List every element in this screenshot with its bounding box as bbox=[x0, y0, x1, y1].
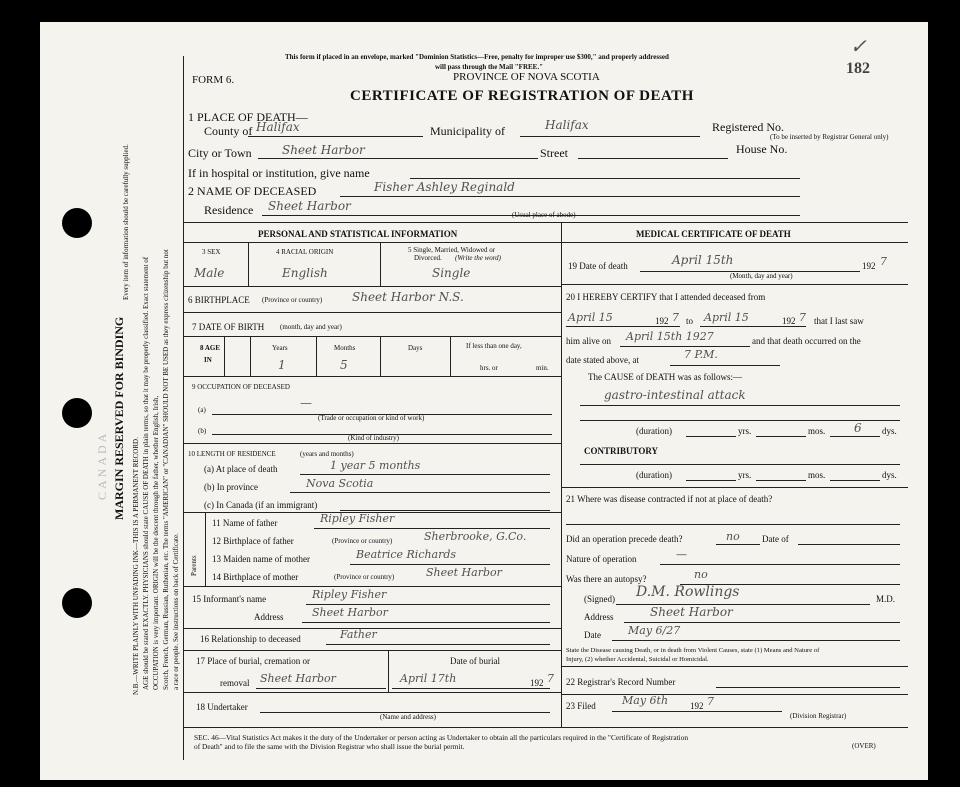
margin-instructions-2: AGE should be stated EXACTLY. PHYSICIANS should state CAUSE OF DEATH in plain terms, so that it may be properly classified. Exact statement of bbox=[142, 256, 150, 690]
physician-date-label: Date bbox=[584, 630, 601, 640]
binding-hole-bottom bbox=[62, 588, 92, 618]
father-birthplace-value: Sherbrooke, G.Co. bbox=[424, 530, 527, 543]
date-of-death-year-end: 7 bbox=[880, 255, 887, 268]
marital-status-label-2: Divorced. bbox=[414, 254, 442, 262]
md-label: M.D. bbox=[876, 594, 896, 604]
violent-causes-note-1: State the Disease causing Death, or in death from Violent Causes, state (1) Means and Nature of bbox=[566, 647, 820, 654]
birthplace-label: 6 BIRTHPLACE bbox=[188, 295, 250, 305]
city-town-label: City or Town bbox=[188, 146, 252, 160]
age-in-label: IN bbox=[204, 356, 212, 364]
parents-side-label: Parents bbox=[190, 555, 198, 576]
undertaker-label: 18 Undertaker bbox=[196, 702, 248, 712]
binding-hole-middle bbox=[62, 398, 92, 428]
marital-status-label-3: (Write the word) bbox=[455, 254, 502, 262]
residence-b-value: Nova Scotia bbox=[306, 477, 374, 490]
time-of-death-value: 7 P.M. bbox=[684, 348, 718, 361]
date-of-death-year: 192 bbox=[862, 261, 876, 271]
margin-instructions-3: OCCUPATION is very important. ORIGIN will be the descent through the father, whether English, Irish, bbox=[152, 395, 160, 690]
margin-permanent-text: N.B.—WRITE PLAINLY WITH UNFADING INK—THIS IS A PERMANENT RECORD. bbox=[132, 437, 140, 695]
informant-label: 15 Informant's name bbox=[192, 594, 267, 604]
occupation-label: 9 OCCUPATION OF DECEASED bbox=[192, 383, 290, 391]
mailing-notice: This form if placed in an envelope, marked "Dominion Statistics—Free, penalty for improper use $300," and properly addressed bbox=[285, 53, 669, 61]
street-label: Street bbox=[540, 146, 568, 160]
father-birthplace-label: 12 Birthplace of father bbox=[212, 536, 294, 546]
registrar-record-label: 22 Registrar's Record Number bbox=[566, 677, 676, 687]
burial-place-value: Sheet Harbor bbox=[260, 672, 336, 685]
city-town-value: Sheet Harbor bbox=[282, 143, 365, 157]
physician-date-value: May 6/27 bbox=[628, 624, 681, 637]
duration-years-label: yrs. bbox=[738, 426, 752, 436]
margin-instructions-4: Scotch, French, German, Russian, Ruthenian, etc. The terms "AMERICAN" or "CANADIAN" SHOULD NOT BE USED as they express citizenship but not bbox=[162, 249, 170, 690]
burial-year: 192 bbox=[530, 678, 544, 688]
county-label: County of bbox=[204, 124, 253, 138]
sex-value: Male bbox=[194, 266, 225, 280]
duration-days-label-2: dys. bbox=[882, 470, 897, 480]
racial-origin-value: English bbox=[282, 266, 328, 280]
years-label: Years bbox=[272, 344, 288, 352]
mother-name-label: 13 Maiden name of mother bbox=[212, 554, 310, 564]
marital-status-value: Single bbox=[432, 266, 471, 280]
operation-label: Did an operation precede death? bbox=[566, 534, 683, 544]
attended-from-value: April 15 bbox=[568, 311, 613, 324]
father-birthplace-note: (Province or country) bbox=[332, 537, 393, 545]
occupation-a-note: (Trade or occupation or kind of work) bbox=[318, 414, 425, 422]
days-label: Days bbox=[408, 344, 423, 352]
margin-reserved-text: MARGIN RESERVED FOR BINDING bbox=[112, 316, 126, 520]
age-months-value: 5 bbox=[340, 358, 348, 372]
date-of-death-note: (Month, day and year) bbox=[730, 272, 793, 280]
age-label: 8 AGE bbox=[200, 344, 221, 352]
marital-status-label-1: 5 Single, Married, Widowed or bbox=[408, 246, 496, 254]
signed-label: (Signed) bbox=[584, 594, 615, 604]
name-of-deceased-value: Fisher Ashley Reginald bbox=[374, 180, 515, 194]
attended-to-year-end: 7 bbox=[799, 311, 806, 324]
father-name-value: Ripley Fisher bbox=[320, 512, 395, 525]
filed-date-value: May 6th bbox=[622, 694, 669, 707]
duration-label-2: (duration) bbox=[636, 470, 672, 480]
informant-address-value: Sheet Harbor bbox=[312, 606, 388, 619]
birthplace-value: Sheet Harbor N.S. bbox=[352, 290, 464, 304]
mother-birthplace-label: 14 Birthplace of mother bbox=[212, 572, 299, 582]
attended-to-value: April 15 bbox=[704, 311, 749, 324]
county-value: Halifax bbox=[256, 120, 300, 134]
date-of-birth-note: (month, day and year) bbox=[280, 323, 342, 331]
margin-stamp: CANADA bbox=[95, 430, 109, 500]
hospital-label: If in hospital or institution, give name bbox=[188, 166, 370, 180]
last-saw-label: that I last saw bbox=[814, 316, 864, 326]
registered-number-note: (To be inserted by Registrar General only) bbox=[770, 133, 889, 141]
violent-causes-note-2: Injury, (2) whether Accidental, Suicidal or Homicidal. bbox=[566, 656, 709, 663]
informant-value: Ripley Fisher bbox=[312, 588, 387, 601]
age-years-value: 1 bbox=[278, 358, 286, 372]
residence-label: Residence bbox=[204, 203, 254, 217]
operation-date-label: Date of bbox=[762, 534, 789, 544]
operation-value: no bbox=[726, 530, 740, 543]
municipality-label: Municipality of bbox=[430, 124, 505, 138]
physician-address-value: Sheet Harbor bbox=[650, 605, 733, 619]
occupation-a-value: — bbox=[300, 396, 312, 410]
physician-address-label: Address bbox=[584, 612, 614, 622]
mailing-notice-2: will pass through the Mail "FREE." bbox=[435, 63, 543, 71]
burial-year-end: 7 bbox=[547, 672, 554, 685]
length-of-residence-note: (years and months) bbox=[300, 450, 354, 458]
birthplace-note: (Province or country) bbox=[262, 296, 323, 304]
residence-a-value: 1 year 5 months bbox=[330, 459, 421, 472]
division-registrar-note: (Division Registrar) bbox=[790, 712, 847, 720]
attended-from-year: 192 bbox=[655, 316, 669, 326]
relationship-label: 16 Relationship to deceased bbox=[200, 634, 301, 644]
nature-of-operation-value: — bbox=[676, 548, 687, 561]
racial-origin-label: 4 RACIAL ORIGIN bbox=[276, 248, 334, 256]
name-of-deceased-label: 2 NAME OF DECEASED bbox=[188, 184, 317, 198]
duration-months-label: mos. bbox=[808, 426, 826, 436]
duration-label: (duration) bbox=[636, 426, 672, 436]
burial-label-2: removal bbox=[220, 678, 250, 688]
residence-a-label: (a) At place of death bbox=[204, 464, 278, 474]
months-label: Months bbox=[334, 344, 356, 352]
cause-of-death-value: gastro-intestinal attack bbox=[604, 388, 746, 402]
attended-from-year-end: 7 bbox=[672, 311, 679, 324]
medical-certificate-heading: MEDICAL CERTIFICATE OF DEATH bbox=[636, 229, 791, 239]
him-alive-label: him alive on bbox=[566, 336, 611, 346]
duration-days-value: 6 bbox=[854, 421, 862, 435]
undertaker-note: (Name and address) bbox=[380, 713, 436, 721]
alive-date-value: April 15th 1927 bbox=[626, 330, 714, 343]
contributory-label: CONTRIBUTORY bbox=[584, 446, 659, 456]
to-label: to bbox=[686, 316, 694, 326]
date-of-death-label: 19 Date of death bbox=[568, 261, 628, 271]
personal-info-heading: PERSONAL AND STATISTICAL INFORMATION bbox=[258, 229, 458, 239]
section-46-note-1: SEC. 46—Vital Statistics Act makes it the duty of the Undertaker or person acting as Undertaker to obtain all the particulars required in the "Certificate of Registration bbox=[194, 733, 689, 742]
physician-signature: D.M. Rowlings bbox=[636, 584, 740, 600]
registered-number-label: Registered No. bbox=[712, 120, 784, 134]
relationship-value: Father bbox=[340, 628, 377, 641]
nature-of-operation-label: Nature of operation bbox=[566, 554, 637, 564]
section-46-note-2: of Death" and to file the same with the Division Registrar who shall issue the burial permit. bbox=[194, 742, 465, 751]
disease-contracted-label: 21 Where was disease contracted if not at place of death? bbox=[566, 494, 773, 504]
place-of-death-heading: 1 PLACE OF DEATH— bbox=[188, 110, 308, 124]
certify-statement: 20 I HEREBY CERTIFY that I attended deceased from bbox=[566, 292, 766, 302]
filed-year: 192 bbox=[690, 701, 704, 711]
page-number: 182 bbox=[846, 60, 870, 77]
over-label: (OVER) bbox=[852, 742, 876, 750]
death-occurred-label: and that death occurred on the bbox=[752, 336, 861, 346]
length-of-residence-label: 10 LENGTH OF RESIDENCE bbox=[188, 450, 276, 458]
father-name-label: 11 Name of father bbox=[212, 518, 278, 528]
attended-to-year: 192 bbox=[782, 316, 796, 326]
minutes-label: min. bbox=[536, 364, 549, 372]
burial-date-value: April 17th bbox=[400, 672, 457, 685]
date-of-birth-label: 7 DATE OF BIRTH bbox=[192, 322, 265, 332]
informant-address-label: Address bbox=[254, 612, 284, 622]
filed-year-end: 7 bbox=[707, 695, 714, 708]
residence-c-label: (c) In Canada (if an immigrant) bbox=[204, 500, 318, 510]
margin-instructions-5: a race or people. See instructions on back of Certificate. bbox=[172, 533, 180, 690]
duration-months-label-2: mos. bbox=[808, 470, 826, 480]
province-name: PROVINCE OF NOVA SCOTIA bbox=[453, 71, 600, 83]
date-of-death-value: April 15th bbox=[672, 253, 734, 267]
burial-date-label: Date of burial bbox=[450, 656, 500, 666]
residence-note: (Usual place of abode) bbox=[512, 211, 576, 219]
residence-value: Sheet Harbor bbox=[268, 199, 351, 213]
residence-b-label: (b) In province bbox=[204, 482, 258, 492]
autopsy-value: no bbox=[694, 568, 708, 581]
occupation-b-note: (Kind of industry) bbox=[348, 434, 399, 442]
mother-name-value: Beatrice Richards bbox=[356, 548, 457, 561]
duration-years-label-2: yrs. bbox=[738, 470, 752, 480]
filed-label: 23 Filed bbox=[566, 701, 596, 711]
municipality-value: Halifax bbox=[545, 118, 589, 132]
form-number: FORM 6. bbox=[192, 74, 235, 86]
mother-birthplace-value: Sheet Harbor bbox=[426, 566, 502, 579]
mother-birthplace-note: (Province or country) bbox=[334, 573, 395, 581]
less-than-day-label: If less than one day, bbox=[466, 342, 522, 350]
duration-days-label: dys. bbox=[882, 426, 897, 436]
cause-of-death-heading: The CAUSE of DEATH was as follows:— bbox=[588, 372, 742, 382]
hours-label: hrs. or bbox=[480, 364, 498, 372]
check-mark: ✓ bbox=[850, 34, 867, 58]
burial-label-1: 17 Place of burial, cremation or bbox=[196, 656, 310, 666]
house-number-label: House No. bbox=[736, 142, 788, 156]
autopsy-label: Was there an autopsy? bbox=[566, 574, 647, 584]
margin-instructions-1: Every item of information should be carefully supplied. bbox=[122, 144, 130, 300]
certificate-title: CERTIFICATE OF REGISTRATION OF DEATH bbox=[350, 88, 694, 104]
date-stated-label: date stated above, at bbox=[566, 355, 639, 365]
sex-label: 3 SEX bbox=[202, 248, 221, 256]
binding-hole-top bbox=[62, 208, 92, 238]
occupation-a-label: (a) bbox=[198, 406, 206, 414]
occupation-b-label: (b) bbox=[198, 427, 207, 435]
